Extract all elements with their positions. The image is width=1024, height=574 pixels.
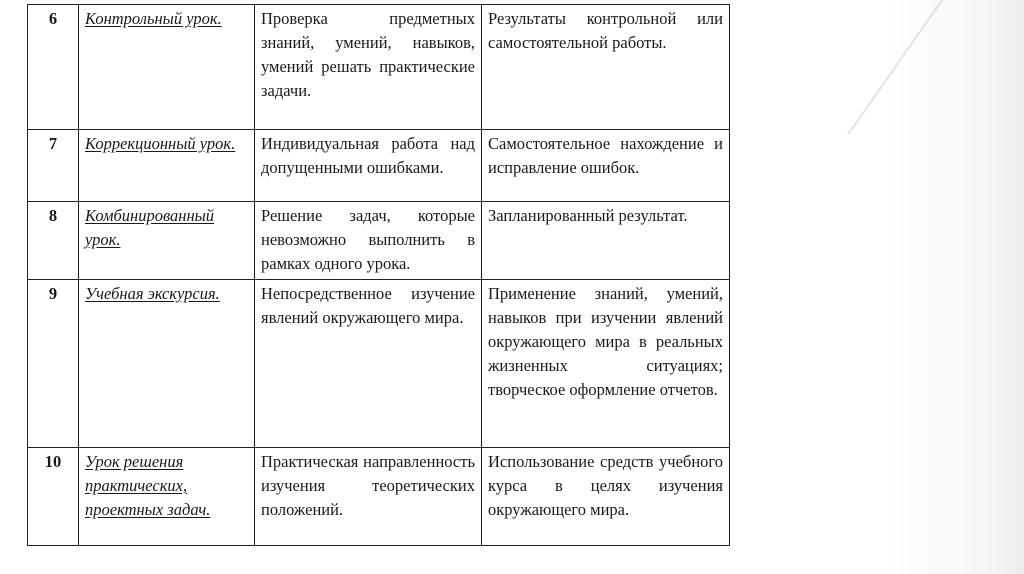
row-number: 10 [28,448,79,546]
table-row [28,202,730,280]
lesson-type: Коррекционный урок. [79,130,255,202]
row-number: 8 [28,202,79,280]
lesson-type: Контрольный урок. [79,5,255,130]
lesson-types-table [27,4,730,546]
lesson-result: Использование средств учебного курса в целях изучения окружающего мира. [482,448,730,546]
lesson-type: Учебная экскурсия. [79,280,255,448]
table-row [28,448,730,546]
lesson-description: Проверка предметных знаний, умений, навыков, умений решать практические задачи. [255,5,482,130]
lesson-description: Индивидуальная работа над допущенными ошибками. [255,130,482,202]
lesson-result: Самостоятельное нахождение и исправление ошибок. [482,130,730,202]
row-number: 9 [28,280,79,448]
lesson-result: Запланированный результат. [482,202,730,280]
slide-corner-decoration [884,0,1024,574]
lesson-description: Практическая направленность изучения теоретических положений. [255,448,482,546]
lesson-type: Урок решения практических, проектных задач. [79,448,255,546]
lesson-result: Применение знаний, умений, навыков при изучении явлений окружающего мира в реальных жизненных ситуациях; творческое оформление отчетов. [482,280,730,448]
row-number: 6 [28,5,79,130]
lesson-description: Решение задач, которые невозможно выполнить в рамках одного урока. [255,202,482,280]
table-row [28,130,730,202]
lesson-description: Непосредственное изучение явлений окружающего мира. [255,280,482,448]
lesson-type: Комбинированный урок. [79,202,255,280]
table-row [28,5,730,130]
row-number: 7 [28,130,79,202]
lesson-result: Результаты контрольной или самостоятельной работы. [482,5,730,130]
table-row [28,280,730,448]
corner-line [847,0,963,135]
